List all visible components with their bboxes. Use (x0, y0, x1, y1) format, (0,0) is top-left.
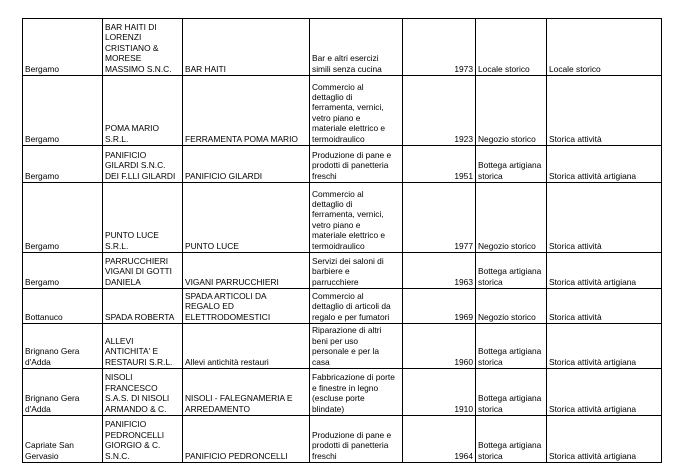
municipality-cell: Bergamo (23, 253, 103, 289)
historic-businesses-table (22, 18, 662, 463)
qualification-cell: Locale storico (547, 19, 662, 76)
shop-sign-cell: SPADA ARTICOLI DA REGALO ED ELETTRODOMESTICI (183, 289, 310, 324)
municipality-cell: Bottanuco (23, 289, 103, 324)
category-cell: Negozio storico (476, 183, 547, 253)
activity-cell: Servizi dei saloni di barbiere e parrucchiere (310, 253, 403, 289)
company-name-cell: POMA MARIO S.R.L. (103, 76, 183, 146)
activity-cell: Commercio al dettaglio di ferramenta, vernici, vetro piano e materiale elettrico e termoidraulico (310, 183, 403, 253)
category-cell: Bottega artigiana storica (476, 253, 547, 289)
shop-sign-cell: PANIFICIO PEDRONCELLI (183, 416, 310, 463)
activity-cell: Commercio al dettaglio di ferramenta, vernici, vetro piano e materiale elettrico e termoidraulico (310, 76, 403, 146)
founding-year-cell: 1923 (403, 76, 476, 146)
table-row (23, 324, 662, 369)
qualification-cell: Storica attività artigiana (547, 369, 662, 416)
municipality-cell: Capriate San Gervasio (23, 416, 103, 463)
activity-cell: Produzione di pane e prodotti di panetteria freschi (310, 146, 403, 183)
table-row (23, 19, 662, 76)
company-name-cell: PANIFICIO PEDRONCELLI GIORGIO & C. S.N.C. (103, 416, 183, 463)
table-row (23, 183, 662, 253)
company-name-cell: BAR HAITI DI LORENZI CRISTIANO & MORESE MASSIMO S.N.C. (103, 19, 183, 76)
municipality-cell: Brignano Gera d'Adda (23, 324, 103, 369)
table-row (23, 369, 662, 416)
company-name-cell: NISOLI FRANCESCO S.A.S. DI NISOLI ARMANDO & C. (103, 369, 183, 416)
municipality-cell: Brignano Gera d'Adda (23, 369, 103, 416)
founding-year-cell: 1964 (403, 416, 476, 463)
category-cell: Bottega artigiana storica (476, 416, 547, 463)
activity-cell: Commercio al dettaglio di articoli da regalo e per fumatori (310, 289, 403, 324)
table-row (23, 416, 662, 463)
qualification-cell: Storica attività (547, 183, 662, 253)
category-cell: Locale storico (476, 19, 547, 76)
table-body (23, 19, 662, 463)
shop-sign-cell: Allevi antichità restauri (183, 324, 310, 369)
category-cell: Bottega artigiana storica (476, 324, 547, 369)
category-cell: Bottega artigiana storica (476, 369, 547, 416)
qualification-cell: Storica attività artigiana (547, 253, 662, 289)
table-row (23, 146, 662, 183)
founding-year-cell: 1969 (403, 289, 476, 324)
municipality-cell: Bergamo (23, 76, 103, 146)
table-row (23, 253, 662, 289)
founding-year-cell: 1910 (403, 369, 476, 416)
company-name-cell: PANIFICIO GILARDI S.N.C. DEI F.LLI GILARDI (103, 146, 183, 183)
activity-cell: Riparazione di altri beni per uso personale e per la casa (310, 324, 403, 369)
municipality-cell: Bergamo (23, 183, 103, 253)
category-cell: Negozio storico (476, 289, 547, 324)
table-row (23, 289, 662, 324)
qualification-cell: Storica attività artigiana (547, 146, 662, 183)
founding-year-cell: 1977 (403, 183, 476, 253)
municipality-cell: Bergamo (23, 19, 103, 76)
founding-year-cell: 1973 (403, 19, 476, 76)
municipality-cell: Bergamo (23, 146, 103, 183)
qualification-cell: Storica attività (547, 76, 662, 146)
category-cell: Negozio storico (476, 76, 547, 146)
founding-year-cell: 1963 (403, 253, 476, 289)
qualification-cell: Storica attività (547, 289, 662, 324)
shop-sign-cell: VIGANI PARRUCCHIERI (183, 253, 310, 289)
activity-cell: Produzione di pane e prodotti di panetteria freschi (310, 416, 403, 463)
company-name-cell: PUNTO LUCE S.R.L. (103, 183, 183, 253)
shop-sign-cell: PUNTO LUCE (183, 183, 310, 253)
shop-sign-cell: BAR HAITI (183, 19, 310, 76)
company-name-cell: SPADA ROBERTA (103, 289, 183, 324)
company-name-cell: PARRUCCHIERI VIGANI DI GOTTI DANIELA (103, 253, 183, 289)
category-cell: Bottega artigiana storica (476, 146, 547, 183)
activity-cell: Bar e altri esercizi simili senza cucina (310, 19, 403, 76)
qualification-cell: Storica attività artigiana (547, 324, 662, 369)
qualification-cell: Storica attività artigiana (547, 416, 662, 463)
shop-sign-cell: NISOLI - FALEGNAMERIA E ARREDAMENTO (183, 369, 310, 416)
founding-year-cell: 1951 (403, 146, 476, 183)
shop-sign-cell: FERRAMENTA POMA MARIO (183, 76, 310, 146)
founding-year-cell: 1960 (403, 324, 476, 369)
activity-cell: Fabbricazione di porte e finestre in legno (escluse porte blindate) (310, 369, 403, 416)
table-row (23, 76, 662, 146)
company-name-cell: ALLEVI ANTICHITA' E RESTAURI S.R.L. (103, 324, 183, 369)
shop-sign-cell: PANIFICIO GILARDI (183, 146, 310, 183)
